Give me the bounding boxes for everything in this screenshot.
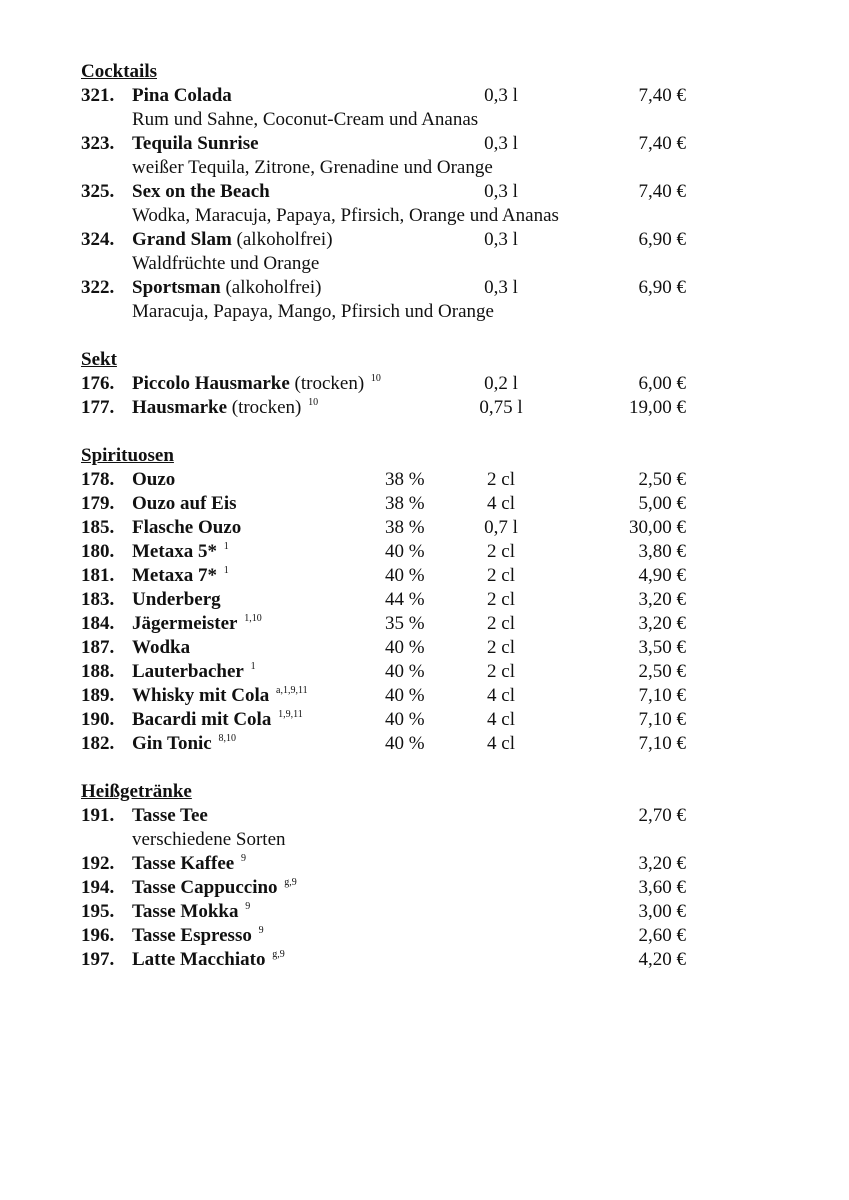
item-name (132, 924, 264, 948)
menu-item (81, 948, 701, 972)
menu-item (81, 636, 701, 660)
item-number: 194. (81, 877, 115, 898)
item-price: 7,40 € (638, 133, 686, 154)
item-price: 7,10 € (638, 685, 686, 706)
item-name-bold: Sportsman (132, 277, 221, 298)
menu-item (81, 612, 701, 636)
item-name (132, 684, 308, 708)
item-name (132, 804, 208, 828)
allergen-footnote: g,9 (272, 949, 285, 960)
item-number: 180. (81, 541, 115, 562)
item-number: 324. (81, 229, 115, 250)
item-volume: 2 cl (487, 541, 515, 562)
item-number: 322. (81, 277, 115, 298)
item-volume: 0,3 l (484, 133, 518, 154)
item-note: (trocken) (227, 397, 302, 418)
item-name (132, 276, 321, 300)
item-description-row (81, 204, 701, 228)
item-volume: 0,3 l (484, 229, 518, 250)
item-alcohol-percent: 38 % (385, 517, 425, 538)
item-volume: 0,3 l (484, 277, 518, 298)
item-price: 3,20 € (638, 613, 686, 634)
item-price: 5,00 € (638, 493, 686, 514)
item-alcohol-percent: 40 % (385, 685, 425, 706)
menu-item (81, 660, 701, 684)
item-name (132, 492, 237, 516)
menu-item (81, 492, 701, 516)
menu-item (81, 564, 701, 588)
item-description-row (81, 108, 701, 132)
item-name (132, 540, 229, 564)
item-alcohol-percent: 40 % (385, 565, 425, 586)
item-volume: 2 cl (487, 661, 515, 682)
item-name-bold: Tasse Kaffee (132, 853, 235, 874)
item-description-row (81, 252, 701, 276)
item-number: 188. (81, 661, 115, 682)
item-price: 2,60 € (638, 925, 686, 946)
item-name-bold: Gin Tonic (132, 733, 212, 754)
section-title: Heißgetränke (81, 781, 192, 802)
menu-item (81, 84, 701, 108)
item-name (132, 180, 270, 204)
item-price: 3,80 € (638, 541, 686, 562)
menu-item (81, 276, 701, 300)
allergen-footnote: 1 (250, 661, 256, 672)
item-name (132, 660, 256, 684)
item-number: 187. (81, 637, 115, 658)
item-volume: 2 cl (487, 469, 515, 490)
allergen-footnote: 1,9,11 (278, 709, 303, 720)
item-name-bold: Tasse Espresso (132, 925, 252, 946)
item-price: 3,60 € (638, 877, 686, 898)
item-price: 3,50 € (638, 637, 686, 658)
item-name-bold: Flasche Ouzo (132, 517, 242, 538)
item-name-bold: Tasse Tee (132, 805, 208, 826)
menu-item (81, 372, 701, 396)
item-name-bold: Grand Slam (132, 229, 232, 250)
item-price: 3,00 € (638, 901, 686, 922)
item-name (132, 948, 285, 972)
item-volume: 0,3 l (484, 181, 518, 202)
item-number: 192. (81, 853, 115, 874)
item-volume: 2 cl (487, 589, 515, 610)
allergen-footnote: 10 (308, 397, 319, 408)
menu-item (81, 708, 701, 732)
item-volume: 2 cl (487, 613, 515, 634)
item-name (132, 588, 221, 612)
item-price: 6,90 € (638, 229, 686, 250)
item-name-bold: Lauterbacher (132, 661, 244, 682)
menu-item (81, 804, 701, 828)
item-name (132, 84, 232, 108)
item-name-bold: Latte Macchiato (132, 949, 266, 970)
section-spirituosen (81, 444, 701, 756)
item-number: 181. (81, 565, 115, 586)
item-name (132, 372, 381, 396)
item-price: 4,20 € (638, 949, 686, 970)
item-name (132, 732, 236, 756)
item-price: 6,90 € (638, 277, 686, 298)
item-number: 195. (81, 901, 115, 922)
item-name-bold: Whisky mit Cola (132, 685, 270, 706)
item-number: 178. (81, 469, 115, 490)
menu-item (81, 228, 701, 252)
item-name-bold: Bacardi mit Cola (132, 709, 272, 730)
item-name-bold: Piccolo Hausmarke (132, 373, 290, 394)
menu-item (81, 852, 701, 876)
item-name-bold: Metaxa 5* (132, 541, 217, 562)
item-name (132, 228, 333, 252)
allergen-footnote: 10 (370, 373, 381, 384)
item-name-bold: Tasse Cappuccino (132, 877, 278, 898)
item-name-bold: Jägermeister (132, 613, 238, 634)
item-description: Rum und Sahne, Coconut-Cream und Ananas (132, 109, 479, 130)
item-price: 4,90 € (638, 565, 686, 586)
allergen-footnote: 8,10 (218, 733, 236, 744)
item-alcohol-percent: 40 % (385, 661, 425, 682)
item-number: 184. (81, 613, 115, 634)
menu-item (81, 540, 701, 564)
item-number: 179. (81, 493, 115, 514)
item-volume: 4 cl (487, 493, 515, 514)
menu-item (81, 588, 701, 612)
item-name (132, 564, 229, 588)
item-name (132, 396, 318, 420)
item-price: 2,50 € (638, 469, 686, 490)
item-note: (alkoholfrei) (220, 277, 322, 298)
item-number: 183. (81, 589, 115, 610)
item-name-bold: Hausmarke (132, 397, 227, 418)
item-number: 190. (81, 709, 115, 730)
allergen-footnote: g,9 (284, 877, 297, 888)
item-name-bold: Ouzo (132, 469, 176, 490)
item-description: Waldfrüchte und Orange (132, 253, 320, 274)
item-volume: 4 cl (487, 685, 515, 706)
allergen-footnote: 1 (223, 541, 229, 552)
item-name (132, 876, 297, 900)
item-alcohol-percent: 40 % (385, 637, 425, 658)
item-alcohol-percent: 44 % (385, 589, 425, 610)
item-number: 323. (81, 133, 115, 154)
allergen-footnote: 1,10 (244, 613, 262, 624)
item-price: 7,40 € (638, 85, 686, 106)
item-name (132, 636, 190, 660)
item-description-row (81, 156, 701, 180)
item-volume: 0,3 l (484, 85, 518, 106)
allergen-footnote: 1 (223, 565, 229, 576)
item-price: 30,00 € (629, 517, 686, 538)
item-name-bold: Sex on the Beach (132, 181, 270, 202)
item-number: 182. (81, 733, 115, 754)
item-name-bold: Wodka (132, 637, 191, 658)
item-note: (trocken) (289, 373, 365, 394)
menu-item (81, 180, 701, 204)
item-name (132, 516, 241, 540)
item-name (132, 900, 250, 924)
menu-item (81, 516, 701, 540)
item-name-bold: Ouzo auf Eis (132, 493, 237, 514)
item-volume: 0,7 l (484, 517, 518, 538)
item-alcohol-percent: 40 % (385, 541, 425, 562)
item-number: 189. (81, 685, 115, 706)
item-volume: 2 cl (487, 637, 515, 658)
item-volume: 2 cl (487, 565, 515, 586)
item-number: 177. (81, 397, 115, 418)
item-alcohol-percent: 40 % (385, 733, 425, 754)
menu-item (81, 684, 701, 708)
menu-item (81, 396, 701, 420)
section-sekt (81, 348, 701, 420)
item-number: 191. (81, 805, 115, 826)
item-alcohol-percent: 38 % (385, 493, 425, 514)
item-alcohol-percent: 35 % (385, 613, 425, 634)
allergen-footnote: a,1,9,11 (276, 685, 308, 696)
item-price: 19,00 € (629, 397, 686, 418)
item-price: 3,20 € (638, 853, 686, 874)
item-name-bold: Tequila Sunrise (132, 133, 259, 154)
item-number: 196. (81, 925, 115, 946)
item-name-bold: Underberg (132, 589, 221, 610)
item-description: Maracuja, Papaya, Mango, Pfirsich und Orange (132, 301, 494, 322)
item-price: 6,00 € (638, 373, 686, 394)
item-price: 2,50 € (638, 661, 686, 682)
item-description-row (81, 300, 701, 324)
menu-item (81, 732, 701, 756)
item-name (132, 612, 262, 636)
item-volume: 0,75 l (479, 397, 523, 418)
item-name-bold: Metaxa 7* (132, 565, 217, 586)
item-name (132, 468, 175, 492)
menu-item (81, 900, 701, 924)
item-volume: 0,2 l (484, 373, 518, 394)
menu-item (81, 468, 701, 492)
item-name (132, 852, 246, 876)
item-description: weißer Tequila, Zitrone, Grenadine und Orange (132, 157, 493, 178)
item-description: Wodka, Maracuja, Papaya, Pfirsich, Orange und Ananas (132, 205, 559, 226)
item-number: 197. (81, 949, 115, 970)
menu-item (81, 924, 701, 948)
item-name (132, 132, 259, 156)
item-name (132, 708, 303, 732)
item-number: 176. (81, 373, 115, 394)
item-volume: 4 cl (487, 733, 515, 754)
section-heissgetraenke (81, 780, 701, 972)
item-alcohol-percent: 38 % (385, 469, 425, 490)
allergen-footnote: 9 (245, 901, 251, 912)
section-title: Spirituosen (81, 445, 174, 466)
item-name-bold: Pina Colada (132, 85, 232, 106)
allergen-footnote: 9 (258, 925, 264, 936)
item-price: 7,10 € (638, 733, 686, 754)
menu-item (81, 876, 701, 900)
section-title: Cocktails (81, 61, 157, 82)
item-number: 185. (81, 517, 115, 538)
item-number: 321. (81, 85, 115, 106)
section-title: Sekt (81, 349, 117, 370)
allergen-footnote: 9 (240, 853, 246, 864)
item-description-row (81, 828, 701, 852)
item-description: verschiedene Sorten (132, 829, 286, 850)
item-name-bold: Tasse Mokka (132, 901, 239, 922)
item-alcohol-percent: 40 % (385, 709, 425, 730)
menu-item (81, 132, 701, 156)
item-price: 7,40 € (638, 181, 686, 202)
drinks-menu-page (81, 60, 701, 996)
item-volume: 4 cl (487, 709, 515, 730)
item-note: (alkoholfrei) (231, 229, 333, 250)
item-number: 325. (81, 181, 115, 202)
item-price: 2,70 € (638, 805, 686, 826)
section-cocktails (81, 60, 701, 324)
item-price: 7,10 € (638, 709, 686, 730)
item-price: 3,20 € (638, 589, 686, 610)
